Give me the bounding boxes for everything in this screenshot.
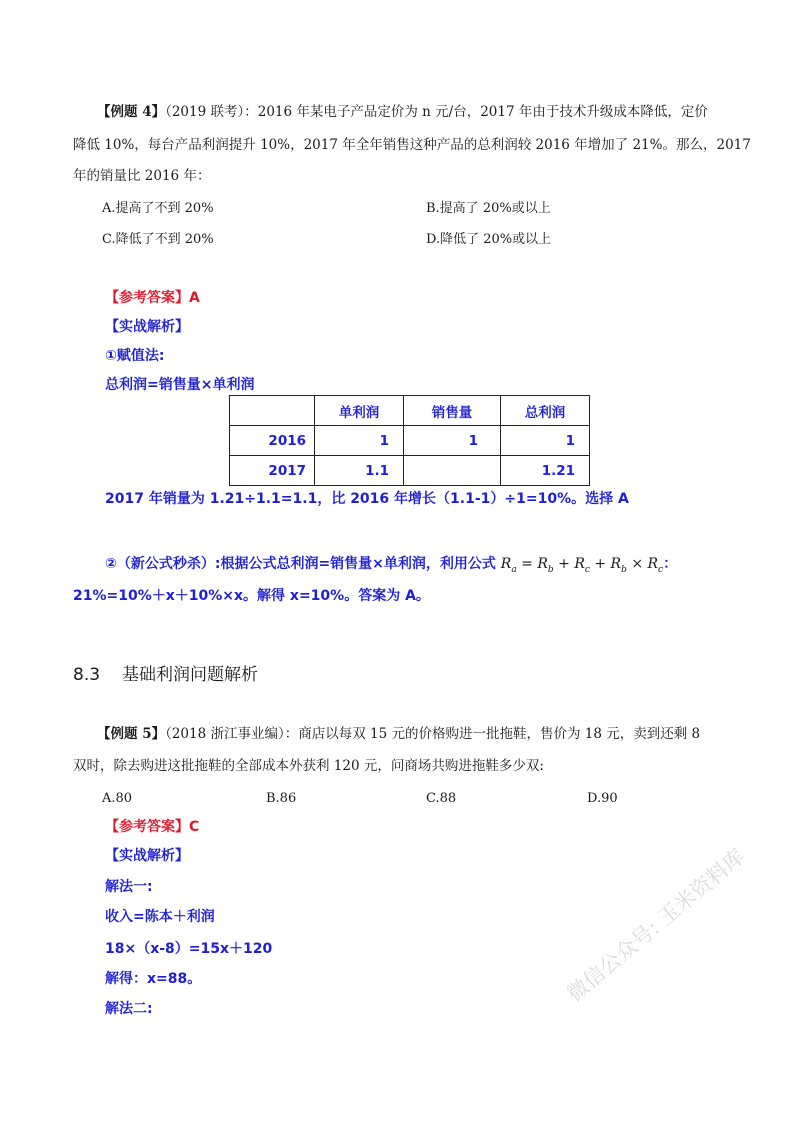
table-cell: 1 <box>315 426 404 456</box>
answer-value: C <box>189 819 200 835</box>
solution-line: 解法二: <box>105 1001 153 1017</box>
answer-line-4 <box>105 287 200 307</box>
example5-label: 【例题 5】 <box>97 726 166 742</box>
answer-label: 【参考答案】 <box>105 819 189 835</box>
table-header-cell: 总利润 <box>501 396 590 426</box>
answer-value: A <box>189 290 200 306</box>
conclusion-line: 2017 年销量为 1.21÷1.1=1.1，比 2016 年增长（1.1-1）÷1=10%。选择 A <box>105 491 629 507</box>
option-b: B.86 <box>266 791 297 806</box>
answer-label: 【参考答案】 <box>105 290 189 306</box>
analysis-label-5: 【实战解析】 <box>105 848 189 864</box>
section-title: 基础利润问题解析 <box>122 665 259 685</box>
option-d: D.降低了 20%或以上 <box>426 232 552 247</box>
analysis-label-4: 【实战解析】 <box>105 319 189 335</box>
table-cell: 1 <box>404 426 501 456</box>
example5-line1: 【例题 5】（2018 浙江事业编）：商店以每双 15 元的价格购进一批拖鞋，售价为 18 元，卖到还剩 8 <box>97 726 701 742</box>
option-a: A.80 <box>102 791 133 806</box>
solution-line: 收入=陈本＋利润 <box>105 909 215 925</box>
table-cell: 1 <box>501 426 590 456</box>
option-d: D.90 <box>587 791 618 806</box>
example4-line1: 【例题 4】（2019 联考）：2016 年某电子产品定价为 n 元/台，2017 年由于技术升级成本降低，定价 <box>97 104 708 120</box>
option-a: A.提高了不到 20% <box>102 201 214 216</box>
watermark: 微信公众号: 玉米资料库 <box>562 844 750 1007</box>
table-cell <box>404 456 501 486</box>
option-b: B.提高了 20%或以上 <box>426 201 551 216</box>
section-number: 8.3 <box>73 665 101 685</box>
ratio-formula: $R_a = R_b + R_c + R_b \times R_c$ <box>500 556 664 575</box>
solution-table <box>229 395 590 486</box>
method2-line2: 21%=10%＋x＋10%×x。解得 x=10%。答案为 A。 <box>73 588 430 604</box>
example4-line3: 年的销量比 2016 年： <box>73 168 211 184</box>
option-c: C.88 <box>426 791 457 806</box>
table-cell: 2017 <box>230 456 315 486</box>
table-header-cell: 销售量 <box>404 396 501 426</box>
table-header-cell: 单利润 <box>315 396 404 426</box>
example4-label: 【例题 4】 <box>97 104 166 120</box>
solution-line: 18×（x-8）=15x＋120 <box>105 941 273 957</box>
formula-line: 总利润=销售量×单利润 <box>105 377 255 393</box>
table-header-cell <box>230 396 315 426</box>
table-row <box>230 426 590 456</box>
method1-title: ①赋值法: <box>105 348 165 364</box>
option-c: C.降低了不到 20% <box>102 232 214 247</box>
table-cell: 1.1 <box>315 456 404 486</box>
answer-line-5 <box>105 816 199 836</box>
table-cell: 1.21 <box>501 456 590 486</box>
method2-line1: ②（新公式秒杀）:根据公式总利润=销售量×单利润，利用公式 $R_a = R_b + R_c + R_b \times R_c$： <box>105 556 678 575</box>
table-row <box>230 456 590 486</box>
example5-line2: 双时，除去购进这批拖鞋的全部成本外获利 120 元，问商场共购进拖鞋多少双: <box>73 758 544 774</box>
table-cell: 2016 <box>230 426 315 456</box>
section-heading <box>73 660 258 685</box>
solution-line: 解法一: <box>105 879 153 895</box>
table-header-row <box>230 396 590 426</box>
solution-line: 解得：x=88。 <box>105 971 202 987</box>
example4-line2: 降低 10%，每台产品利润提升 10%，2017 年全年销售这种产品的总利润较 2016 年增加了 21%。那么，2017 <box>73 137 751 153</box>
